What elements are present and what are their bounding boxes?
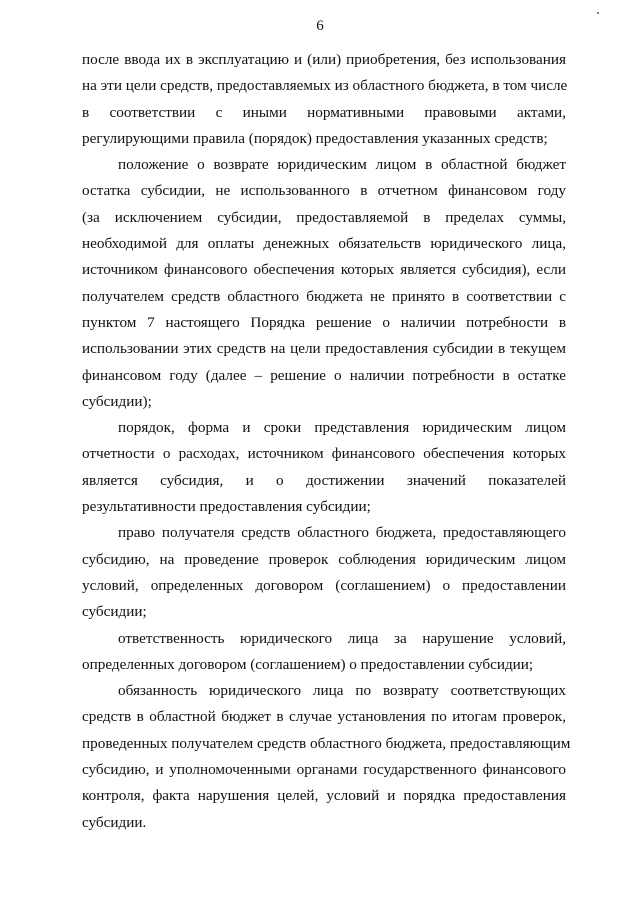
- paragraph: [82, 626, 566, 679]
- text-line: источником финансового обеспечения которых является субсидия), если: [82, 261, 566, 279]
- text-line: в соответствии с иными нормативными правовыми актами,: [82, 103, 566, 121]
- text-line: положение о возврате юридическим лицом в областной бюджет: [118, 156, 566, 174]
- text-line: (за исключением субсидии, предоставляемой в пределах суммы,: [82, 208, 566, 226]
- text-line: получателем средств областного бюджета не принято в соответствии с: [82, 287, 566, 305]
- scan-speck: [597, 12, 599, 14]
- text-line: ответственность юридического лица за нарушение условий,: [118, 629, 566, 647]
- text-line: условий, определенных договором (соглашением) о предоставлении: [82, 576, 566, 594]
- page-number: 6: [316, 18, 324, 34]
- text-line: является субсидия, и о достижении значений показателей: [82, 471, 566, 489]
- text-line: использовании этих средств на цели предоставления субсидии в текущем: [82, 340, 566, 358]
- text-line: средств в областной бюджет в случае установления по итогам проверок,: [82, 708, 566, 726]
- paragraph: [82, 520, 566, 625]
- text-line: остатка субсидии, не использованного в отчетном финансовом году: [82, 182, 566, 200]
- text-line: проведенных получателем средств областного бюджета, предоставляющим: [82, 734, 571, 752]
- text-line: пунктом 7 настоящего Порядка решение о наличии потребности в: [82, 313, 566, 331]
- paragraph: [82, 415, 566, 520]
- text-line: субсидии);: [82, 392, 152, 410]
- text-line: право получателя средств областного бюджета, предоставляющего: [118, 524, 566, 542]
- text-line: необходимой для оплаты денежных обязательств юридического лица,: [82, 235, 566, 253]
- document-body: [82, 47, 571, 836]
- text-line: регулирующими правила (порядок) предоставления указанных средств;: [82, 129, 548, 147]
- paragraph: [82, 152, 566, 415]
- text-line: обязанность юридического лица по возврату соответствующих: [118, 682, 566, 700]
- text-line: порядок, форма и сроки представления юридическим лицом: [118, 419, 566, 437]
- text-line: субсидии.: [82, 813, 147, 831]
- text-line: на эти цели средств, предоставляемых из областного бюджета, в том числе: [82, 77, 568, 95]
- paragraph: [82, 678, 571, 836]
- text-line: после ввода их в эксплуатацию и (или) приобретения, без использования: [82, 51, 566, 68]
- text-line: отчетности о расходах, источником финансового обеспечения которых: [82, 445, 566, 463]
- text-line: результативности предоставления субсидии;: [82, 498, 371, 516]
- text-line: финансовом году (далее – решение о наличии потребности в остатке: [82, 366, 566, 384]
- text-line: субсидию, и уполномоченными органами государственного финансового: [82, 761, 566, 779]
- text-line: субсидии;: [82, 603, 147, 621]
- paragraph: [82, 47, 566, 152]
- text-line: контроля, факта нарушения целей, условий и порядка предоставления: [82, 787, 566, 805]
- text-line: определенных договором (соглашением) о предоставлении субсидии;: [82, 655, 534, 673]
- text-line: субсидию, на проведение проверок соблюдения юридическим лицом: [82, 550, 566, 568]
